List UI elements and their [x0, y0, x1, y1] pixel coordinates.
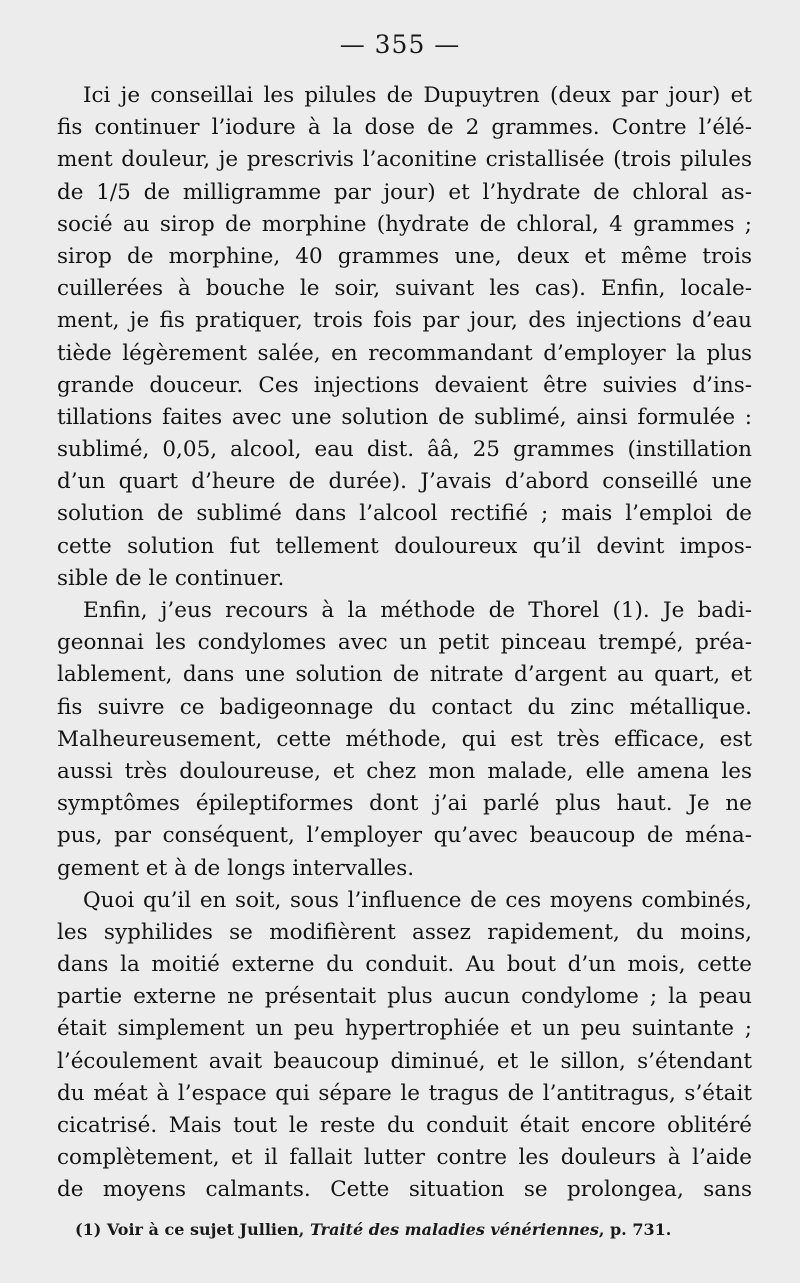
- text-line: complètement, et il fallait lutter contre les douleurs à l’aide: [57, 1145, 752, 1171]
- text-line: tillations faites avec une solution de sublimé, ainsi formulée :: [57, 404, 752, 430]
- text-line: de 1/5 de milligramme par jour) et l’hydrate de chloral as-: [57, 179, 752, 205]
- text-line: aussi très douloureuse, et chez mon malade, elle amena les: [57, 758, 752, 784]
- text-line: socié au sirop de morphine (hydrate de chloral, 4 grammes ;: [57, 211, 752, 237]
- text-line: fis continuer l’iodure à la dose de 2 grammes. Contre l’élé-: [57, 115, 752, 141]
- text-line: fis suivre ce badigeonnage du contact du zinc métallique.: [57, 694, 752, 720]
- body-text: [57, 80, 752, 1207]
- text-line: l’écoulement avait beaucoup diminué, et le sillon, s’étendant: [57, 1048, 752, 1074]
- text-line: cuillerées à bouche le soir, suivant les cas). Enfin, locale-: [57, 276, 752, 302]
- footnote-suffix: , p. 731.: [598, 1220, 672, 1239]
- text-line: sible de le continuer.: [57, 565, 285, 591]
- footnote-title: Traité des maladies vénériennes: [309, 1220, 599, 1239]
- text-line: tiède légèrement salée, en recommandant d’employer la plus: [57, 340, 752, 366]
- text-line: geonnai les condylomes avec un petit pinceau trempé, préa-: [57, 630, 752, 656]
- text-line: Quoi qu’il en soit, sous l’influence de ces moyens combinés,: [83, 887, 752, 913]
- text-line: ment, je fis pratiquer, trois fois par jour, des injections d’eau: [57, 308, 752, 334]
- text-line: dans la moitié externe du conduit. Au bout d’un mois, cette: [57, 952, 752, 978]
- text-line: grande douceur. Ces injections devaient être suivies d’ins-: [57, 372, 752, 398]
- text-line: d’un quart d’heure de durée). J’avais d’abord conseillé une: [57, 469, 752, 495]
- text-line: symptômes épileptiformes dont j’ai parlé plus haut. Je ne: [57, 791, 752, 817]
- text-line: partie externe ne présentait plus aucun condylome ; la peau: [57, 984, 752, 1010]
- text-line: ment douleur, je prescrivis l’aconitine cristallisée (trois pilules: [57, 147, 752, 173]
- text-line: du méat à l’espace qui sépare le tragus de l’antitragus, s’était: [57, 1080, 752, 1106]
- text-line: sublimé, 0,05, alcool, eau dist. ââ, 25 grammes (instillation: [57, 437, 752, 463]
- text-line: cette solution fut tellement douloureux qu’il devint impos-: [57, 533, 752, 559]
- paragraph: [57, 595, 752, 885]
- text-line: était simplement un peu hypertrophiée et un peu suintante ;: [57, 1016, 752, 1042]
- text-line: sirop de morphine, 40 grammes une, deux et même trois: [57, 243, 752, 269]
- text-line: lablement, dans une solution de nitrate d’argent au quart, et: [57, 662, 752, 688]
- text-line: Ici je conseillai les pilules de Dupuytren (deux par jour) et: [83, 83, 752, 108]
- footnote-prefix: (1) Voir à ce sujet Jullien,: [75, 1220, 310, 1239]
- text-line: Malheureusement, cette méthode, qui est très efficace, est: [57, 726, 752, 752]
- text-line: de moyens calmants. Cette situation se prolongea, sans: [57, 1177, 752, 1203]
- paragraph: [57, 80, 752, 595]
- text-line: les syphilides se modifièrent assez rapidement, du moins,: [57, 919, 752, 945]
- text-line: solution de sublimé dans l’alcool rectifié ; mais l’emploi de: [57, 501, 752, 527]
- text-line: Enfin, j’eus recours à la méthode de Thorel (1). Je badi-: [83, 598, 752, 623]
- footnote: [75, 1220, 755, 1239]
- text-line: cicatrisé. Mais tout le reste du conduit était encore oblitéré: [57, 1113, 752, 1138]
- text-line: pus, par conséquent, l’employer qu’avec beaucoup de ména-: [57, 823, 752, 849]
- paragraph: [57, 885, 752, 1207]
- page-number: — 355 —: [339, 30, 461, 59]
- text-line: gement et à de longs intervalles.: [57, 855, 415, 881]
